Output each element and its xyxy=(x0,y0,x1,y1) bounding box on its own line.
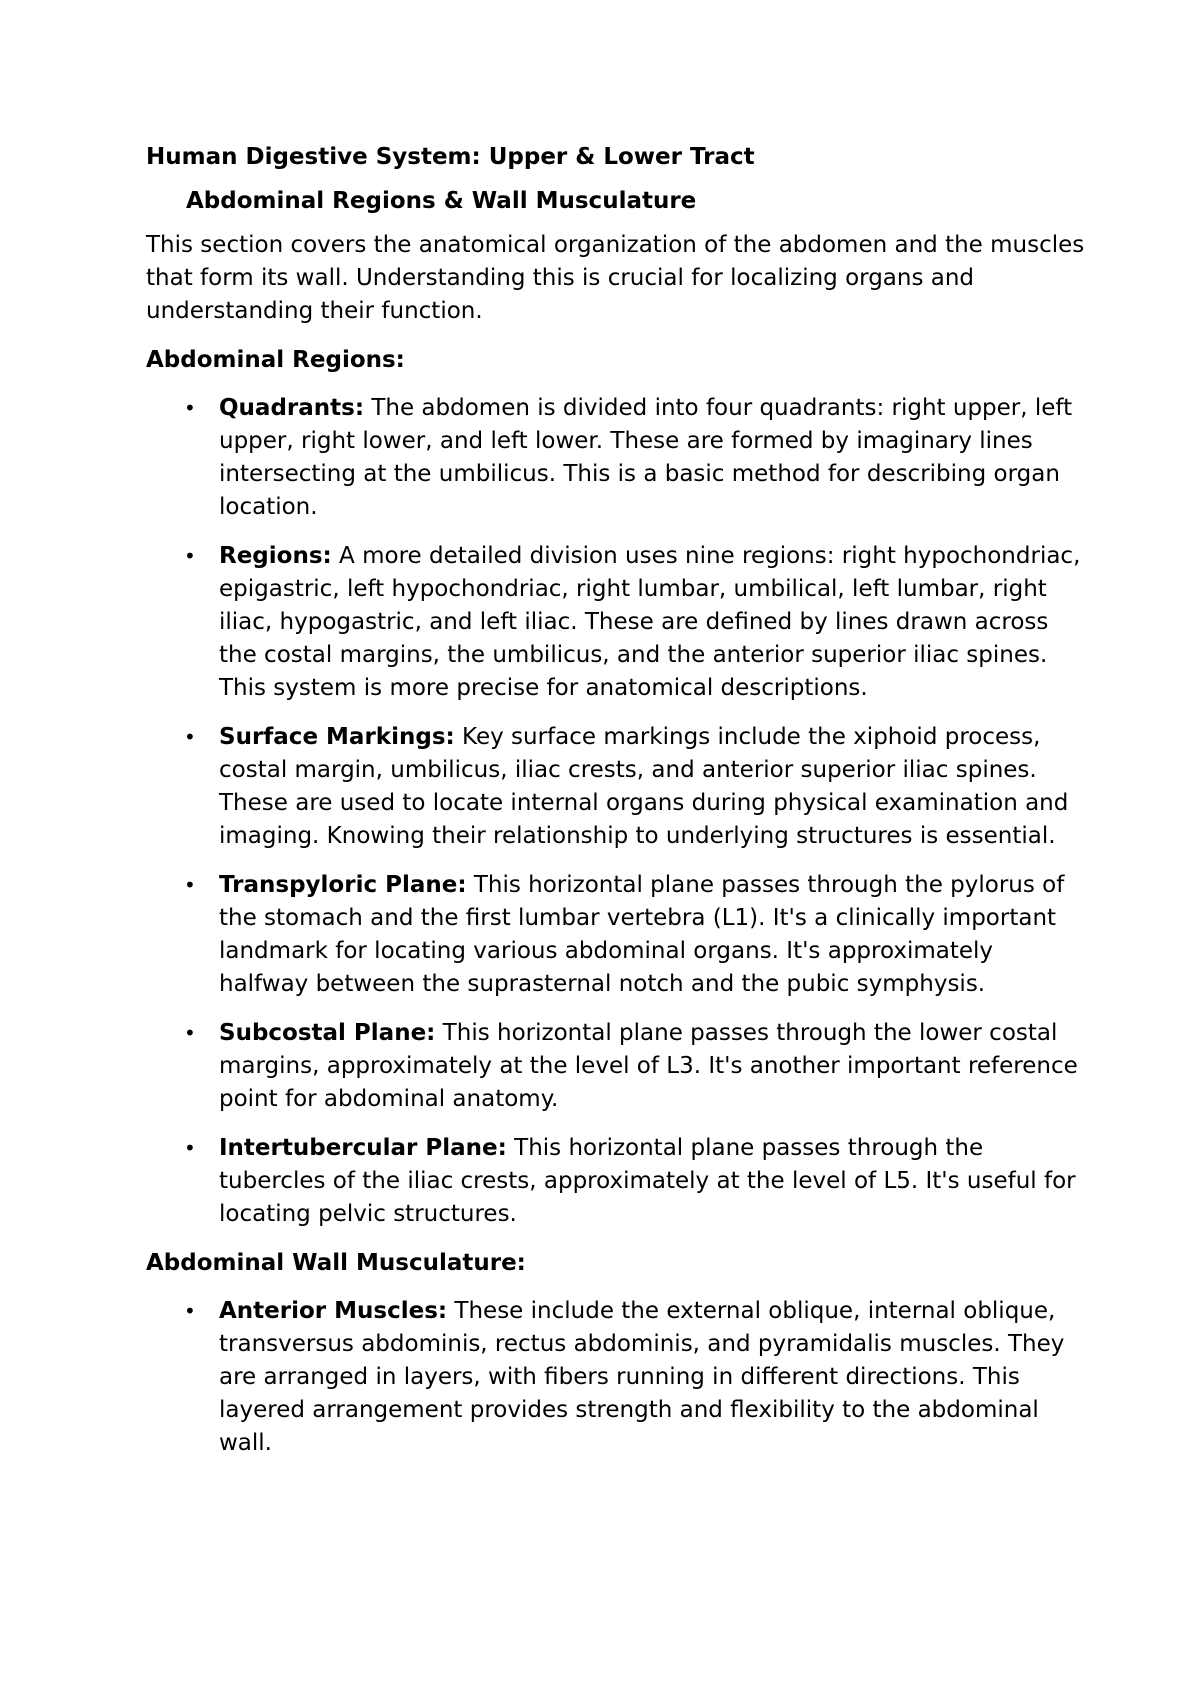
list-item xyxy=(146,1295,1086,1460)
document-page xyxy=(146,141,1086,1476)
bullet-icon: • xyxy=(184,1021,196,1045)
list-item-term: Anterior Muscles: xyxy=(219,1298,448,1324)
list-item-term: Intertubercular Plane: xyxy=(219,1135,507,1161)
list-item-text: This horizontal plane passes through the lower costal margins, approximately at the level of L3. It's another important reference point for abdominal anatomy. xyxy=(219,1020,1078,1112)
regions-heading: Abdominal Regions: xyxy=(146,347,405,373)
musculature-heading: Abdominal Wall Musculature: xyxy=(146,1250,526,1276)
list-item xyxy=(146,1132,1086,1231)
list-item-term: Transpyloric Plane: xyxy=(219,872,467,898)
musculature-list xyxy=(146,1295,1086,1460)
list-item-text: A more detailed division uses nine regions: right hypochondriac, epigastric, left hypochondriac, right lumbar, umbilical, left lumbar, right iliac, hypogastric, and left iliac. These are defined by lines drawn across the costal margins, the umbilicus, and the anterior superior iliac spines. This system is more precise for anatomical descriptions. xyxy=(219,543,1081,701)
bullet-icon: • xyxy=(184,725,196,749)
bullet-icon: • xyxy=(184,396,196,420)
list-item-text: Key surface markings include the xiphoid process, costal margin, umbilicus, iliac crests, and anterior superior iliac spines. These are used to locate internal organs during physical examination and imaging. Knowing their relationship to underlying structures is essential. xyxy=(219,724,1069,849)
bullet-icon: • xyxy=(184,873,196,897)
section-title: Abdominal Regions & Wall Musculature xyxy=(186,188,697,214)
bullet-icon: • xyxy=(184,1299,196,1323)
list-item xyxy=(146,721,1086,853)
list-item-text: This horizontal plane passes through the tubercles of the iliac crests, approximately at the level of L5. It's useful for locating pelvic structures. xyxy=(219,1135,1076,1227)
list-item xyxy=(146,1017,1086,1116)
bullet-icon: • xyxy=(184,544,196,568)
regions-list xyxy=(146,392,1086,1231)
list-item xyxy=(146,540,1086,705)
intro-paragraph: This section covers the anatomical organization of the abdomen and the muscles that form its wall. Understanding this is crucial for localizing organs and understanding their function. xyxy=(146,232,1085,324)
list-item-term: Surface Markings: xyxy=(219,724,455,750)
list-item-term: Quadrants: xyxy=(219,395,365,421)
list-item-text: This horizontal plane passes through the pylorus of the stomach and the first lumbar vertebra (L1). It's a clinically important landmark for locating various abdominal organs. It's approximately halfway between the suprasternal notch and the pubic symphysis. xyxy=(219,872,1065,997)
list-item-term: Regions: xyxy=(219,543,332,569)
document-title: Human Digestive System: Upper & Lower Tract xyxy=(146,144,755,170)
list-item-text: The abdomen is divided into four quadrants: right upper, left upper, right lower, and left lower. These are formed by imaginary lines intersecting at the umbilicus. This is a basic method for describing organ location. xyxy=(219,395,1073,520)
bullet-icon: • xyxy=(184,1136,196,1160)
list-item xyxy=(146,869,1086,1001)
list-item xyxy=(146,392,1086,524)
list-item-text: These include the external oblique, internal oblique, transversus abdominis, rectus abdominis, and pyramidalis muscles. They are arranged in layers, with fibers running in different directions. This layered arrangement provides strength and flexibility to the abdominal wall. xyxy=(219,1298,1065,1456)
list-item-term: Subcostal Plane: xyxy=(219,1020,436,1046)
